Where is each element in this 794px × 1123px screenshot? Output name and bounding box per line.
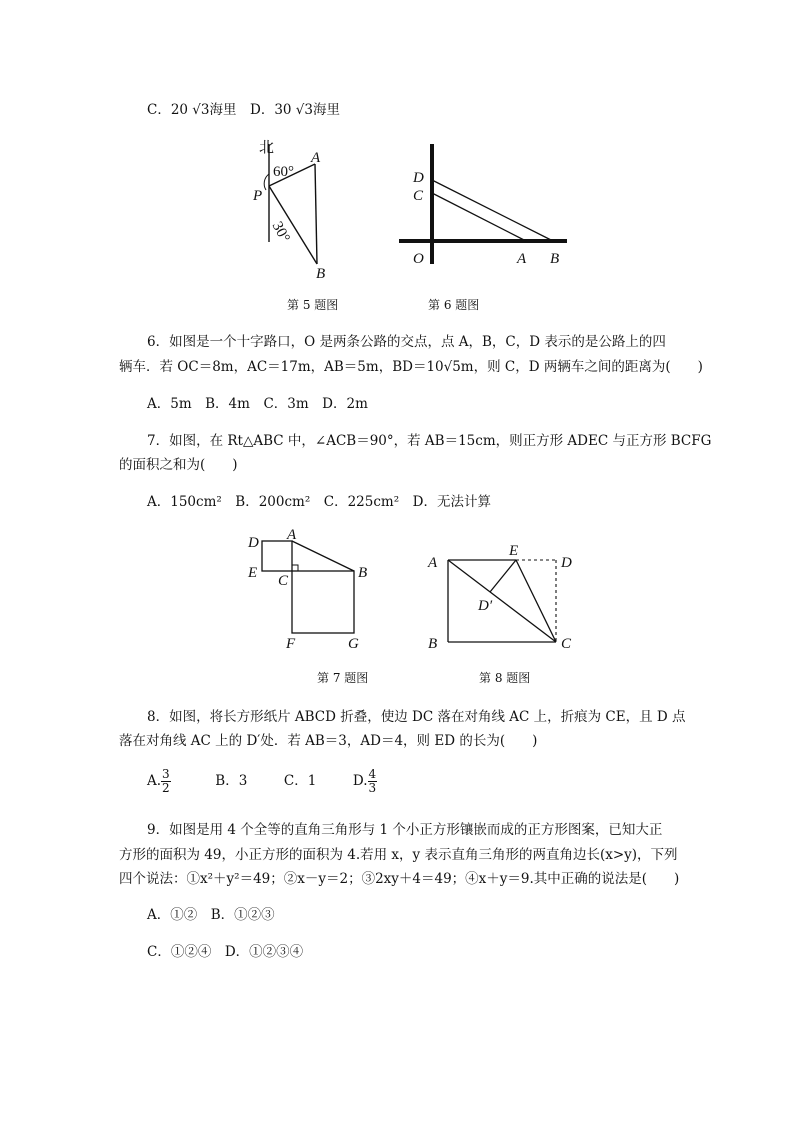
- figure-8: [420, 535, 585, 660]
- point-c-label: C: [561, 636, 572, 652]
- point-g-label: G: [348, 636, 359, 652]
- fraction-denominator: 2: [162, 781, 170, 795]
- q9-options-cd: C．①②④ D．①②③④: [147, 944, 304, 960]
- point-b-label: B: [358, 565, 368, 581]
- q6-line1: 6．如图是一个十字路口，O 是两条公路的交点，点 A，B，C，D 表示的是公路上的四: [147, 334, 666, 350]
- fraction-numerator: 3: [162, 767, 170, 781]
- north-label: 北: [259, 140, 275, 156]
- point-c-label: C: [413, 188, 424, 204]
- q8-options: [147, 766, 377, 796]
- q9-line3: 四个说法：①x²＋y²＝49；②x－y＝2；③2xy＋4＝49；④x＋y＝9.其中正确的说法是( ): [119, 871, 680, 887]
- point-e-label: E: [248, 565, 258, 581]
- q7-line2: 的面积之和为( ): [119, 457, 238, 473]
- fraction-numerator: 4: [368, 767, 377, 781]
- q8-option-b: B．3: [215, 773, 248, 789]
- figure-5: [245, 130, 345, 280]
- point-a-label: A: [311, 150, 321, 166]
- point-a-label: A: [428, 555, 438, 571]
- q9-line2: 方形的面积为 49，小正方形的面积为 4.若用 x，y 表示直角三角形的两直角边长(x>y)，下列: [119, 847, 678, 863]
- q8-option-d: D.: [352, 773, 368, 789]
- angle-60-label: 60°: [273, 164, 294, 180]
- point-o-label: O: [413, 251, 424, 267]
- q5-options-cd: C．20 √3海里 D．30 √3海里: [147, 102, 340, 118]
- figure-5-caption: 第 5 题图: [287, 298, 339, 312]
- q8-line2: 落在对角线 AC 上的 D′处．若 AB＝3，AD＝4，则 ED 的长为( ): [119, 733, 538, 749]
- point-d-prime-label: D′: [478, 598, 493, 614]
- point-e-label: E: [509, 543, 519, 559]
- point-b-label: B: [550, 251, 560, 267]
- point-d-label: D: [413, 170, 424, 186]
- figure-6-caption: 第 6 题图: [428, 298, 480, 312]
- q7-options: A．150cm² B．200cm² C．225cm² D．无法计算: [147, 494, 491, 510]
- figure-6: [395, 140, 575, 270]
- point-b-label: B: [316, 266, 326, 280]
- point-a-label: A: [287, 527, 297, 543]
- q8-option-a: A.: [147, 773, 162, 789]
- point-b-label: B: [428, 636, 438, 652]
- q8-option-d-fraction: [368, 768, 378, 795]
- point-a-label: A: [517, 251, 527, 267]
- figure-8-caption: 第 8 题图: [479, 671, 531, 685]
- figure-7: [240, 525, 380, 655]
- figure-7-caption: 第 7 题图: [317, 671, 369, 685]
- fraction-denominator: 3: [368, 781, 377, 795]
- point-f-label: F: [286, 636, 296, 652]
- q8-option-c: C．1: [283, 773, 317, 789]
- q8-line1: 8．如图，将长方形纸片 ABCD 折叠，使边 DC 落在对角线 AC 上，折痕为 CE，且 D 点: [147, 709, 686, 725]
- q9-line1: 9．如图是用 4 个全等的直角三角形与 1 个小正方形镶嵌而成的正方形图案，已知大正: [147, 822, 663, 838]
- q9-options-ab: A．①② B．①②③: [147, 907, 275, 923]
- q6-options: A．5m B．4m C．3m D．2m: [147, 396, 368, 412]
- point-c-label: C: [278, 573, 289, 589]
- point-p-label: P: [253, 188, 263, 204]
- q6-line2: 辆车．若 OC＝8m，AC＝17m，AB＝5m，BD＝10√5m，则 C，D 两辆车之间的距离为( ): [119, 359, 703, 375]
- angle-30-label: 30°: [268, 219, 293, 246]
- point-d-label: D: [561, 555, 572, 571]
- q7-line1: 7．如图，在 Rt△ABC 中，∠ACB＝90°，若 AB＝15cm，则正方形 ADEC 与正方形 BCFG: [147, 433, 712, 449]
- q8-option-a-fraction: [161, 768, 171, 795]
- point-d-label: D: [248, 535, 259, 551]
